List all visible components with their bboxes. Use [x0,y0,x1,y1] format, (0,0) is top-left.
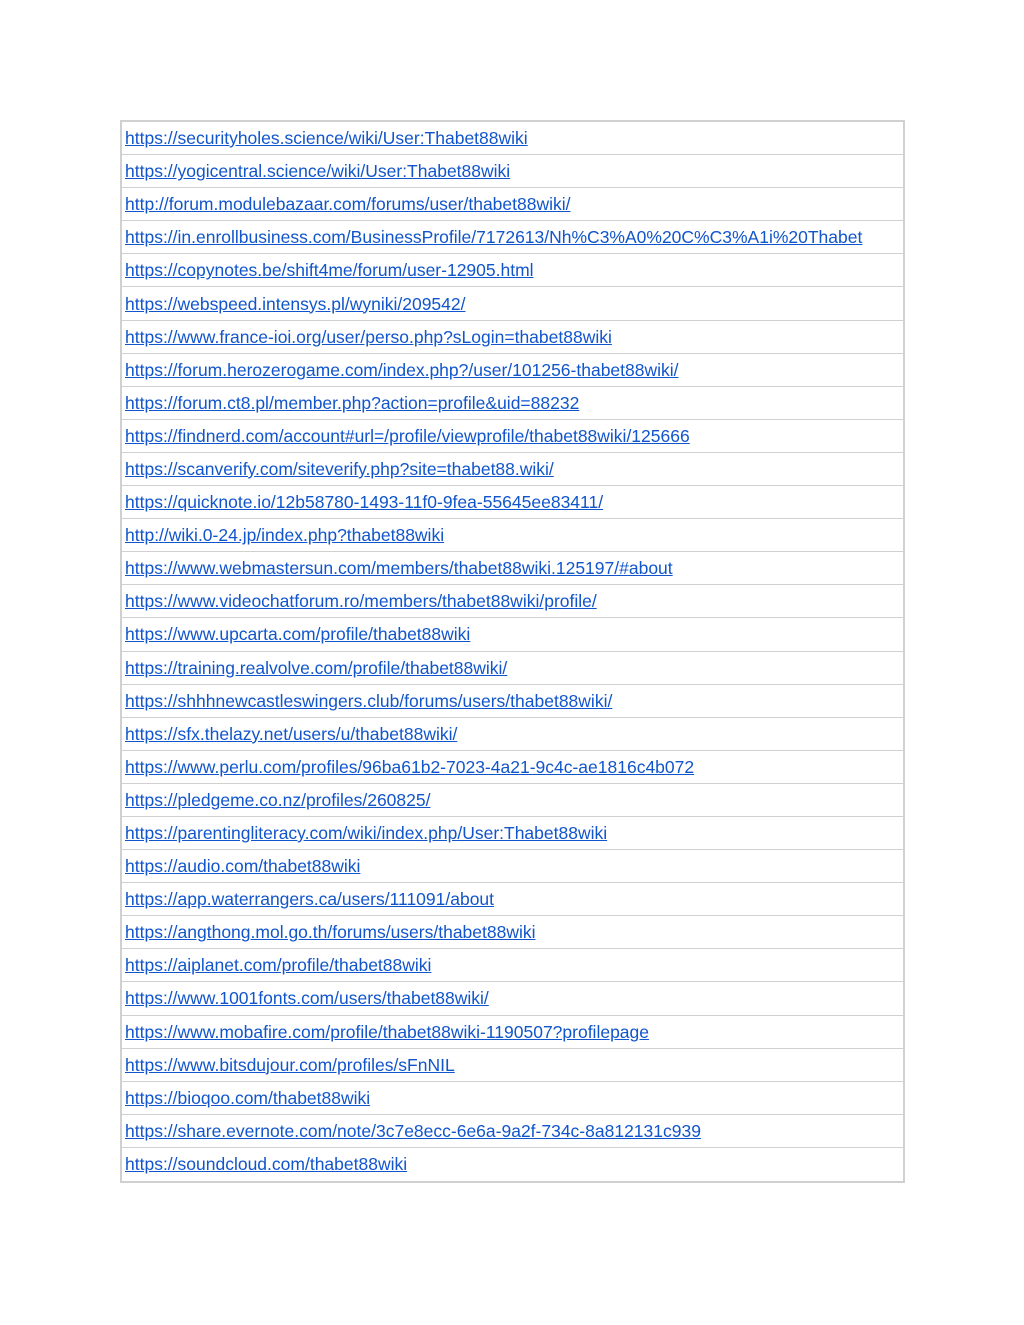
table-row [122,883,903,916]
table-link[interactable]: https://www.perlu.com/profiles/96ba61b2-7023-4a21-9c4c-ae1816c4b072 [125,756,695,777]
table-row [122,453,903,486]
table-link[interactable]: https://bioqoo.com/thabet88wiki [125,1087,371,1108]
table-link[interactable]: https://shhhnewcastleswingers.club/forums/users/thabet88wiki/ [125,690,613,711]
table-row [122,387,903,420]
table-link[interactable]: https://www.upcarta.com/profile/thabet88wiki [125,624,471,645]
table-row [122,982,903,1015]
table-row [122,420,903,453]
table-link[interactable]: https://forum.ct8.pl/member.php?action=profile&uid=88232 [125,392,580,413]
table-row [122,949,903,982]
table-row [122,321,903,354]
link-table [120,120,905,1183]
table-row [122,817,903,850]
table-link[interactable]: http://forum.modulebazaar.com/forums/user/thabet88wiki/ [125,194,571,215]
table-link[interactable]: https://forum.herozerogame.com/index.php?/user/101256-thabet88wiki/ [125,359,679,380]
table-link[interactable]: https://securityholes.science/wiki/User:Thabet88wiki [125,128,528,149]
table-link[interactable]: https://www.1001fonts.com/users/thabet88wiki/ [125,988,489,1009]
table-row [122,751,903,784]
table-row [122,287,903,320]
table-link[interactable]: https://aiplanet.com/profile/thabet88wiki [125,955,432,976]
table-link[interactable]: https://scanverify.com/siteverify.php?site=thabet88.wiki/ [125,458,554,479]
table-row [122,155,903,188]
table-row [122,1115,903,1148]
table-link[interactable]: https://webspeed.intensys.pl/wyniki/209542/ [125,293,466,314]
table-row [122,1082,903,1115]
table-link[interactable]: http://wiki.0-24.jp/index.php?thabet88wiki [125,525,445,546]
table-row [122,652,903,685]
table-link[interactable]: https://www.mobafire.com/profile/thabet88wiki-1190507?profilepage [125,1021,650,1042]
table-row [122,685,903,718]
table-link[interactable]: https://quicknote.io/12b58780-1493-11f0-9fea-55645ee83411/ [125,492,604,513]
table-row [122,784,903,817]
table-row [122,1016,903,1049]
table-row [122,552,903,585]
table-link[interactable]: https://findnerd.com/account#url=/profile/viewprofile/thabet88wiki/125666 [125,425,690,446]
table-link[interactable]: https://www.videochatforum.ro/members/thabet88wiki/profile/ [125,591,597,612]
table-link[interactable]: https://app.waterrangers.ca/users/111091/about [125,889,495,910]
table-link[interactable]: https://soundcloud.com/thabet88wiki [125,1154,408,1175]
table-link[interactable]: https://training.realvolve.com/profile/thabet88wiki/ [125,657,508,678]
table-link[interactable]: https://parentingliteracy.com/wiki/index.php/User:Thabet88wiki [125,823,608,844]
table-row [122,519,903,552]
table-link[interactable]: https://pledgeme.co.nz/profiles/260825/ [125,789,431,810]
table-link[interactable]: https://yogicentral.science/wiki/User:Thabet88wiki [125,161,511,182]
table-row [122,188,903,221]
table-link[interactable]: https://angthong.mol.go.th/forums/users/thabet88wiki [125,922,536,943]
table-link[interactable]: https://www.webmastersun.com/members/thabet88wiki.125197/#about [125,558,673,579]
table-row [122,486,903,519]
table-row [122,850,903,883]
table-link[interactable]: https://in.enrollbusiness.com/BusinessProfile/7172613/Nh%C3%A0%20C%C3%A1i%20Thabet [125,227,863,248]
table-link[interactable]: https://www.bitsdujour.com/profiles/sFnNIL [125,1054,455,1075]
table-row [122,122,903,155]
table-row [122,221,903,254]
table-row [122,618,903,651]
table-link[interactable]: https://copynotes.be/shift4me/forum/user-12905.html [125,260,534,281]
table-link[interactable]: https://audio.com/thabet88wiki [125,856,361,877]
table-link[interactable]: https://share.evernote.com/note/3c7e8ecc-6e6a-9a2f-734c-8a812131c939 [125,1120,701,1141]
table-row [122,585,903,618]
table-row [122,1148,903,1181]
table-row [122,254,903,287]
table-row [122,1049,903,1082]
table-link[interactable]: https://www.france-ioi.org/user/perso.php?sLogin=thabet88wiki [125,326,612,347]
table-link[interactable]: https://sfx.thelazy.net/users/u/thabet88wiki/ [125,723,458,744]
table-row [122,718,903,751]
table-row [122,916,903,949]
table-row [122,354,903,387]
